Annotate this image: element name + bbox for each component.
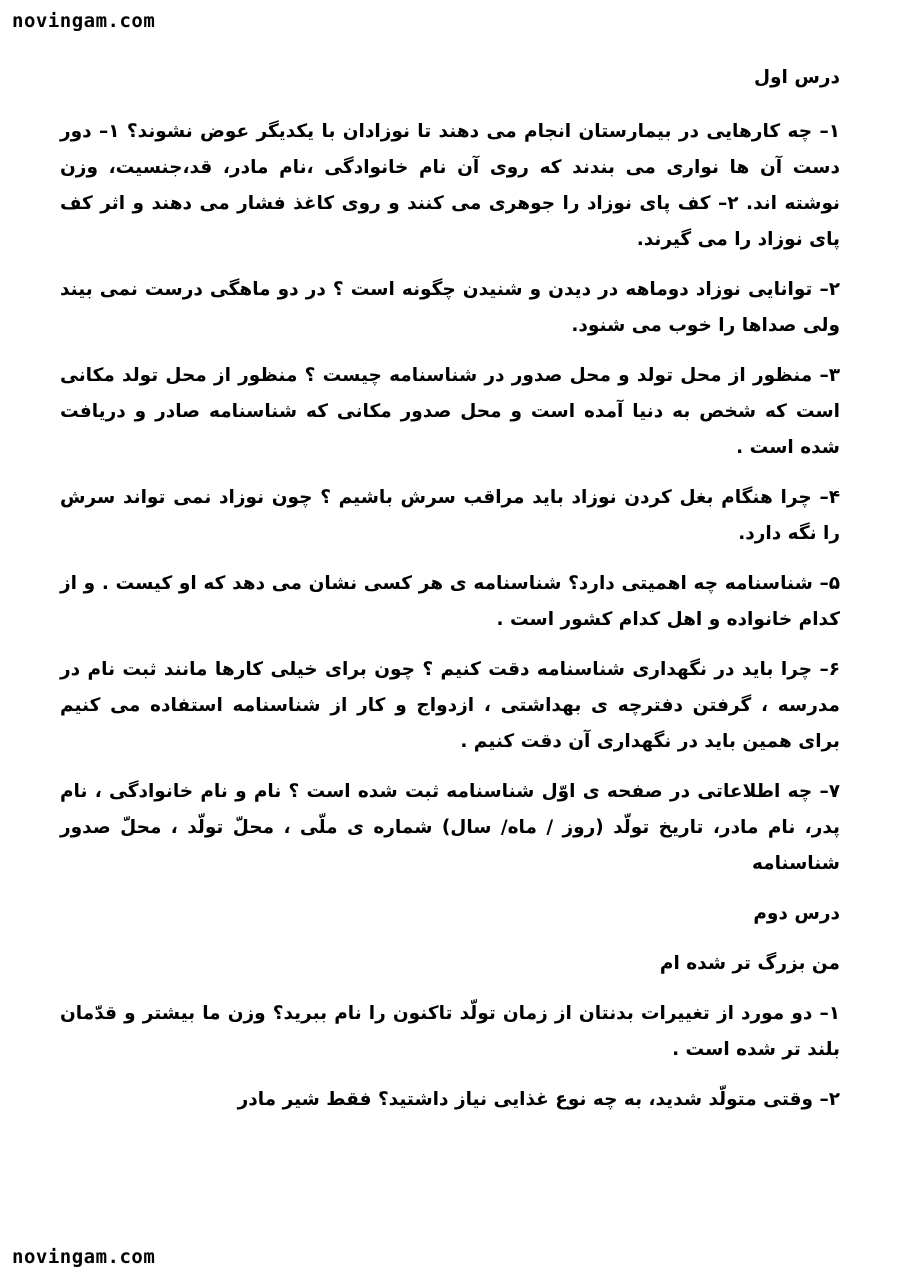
lesson-2-title: درس دوم: [753, 903, 840, 924]
lesson-1-question-3: ۳– منظور از محل تولد و محل صدور در شناسنامه چیست ؟ منظور از محل تولد مکانی است که شخص به دنیا آمده است و محل صدور مکانی که شناسنامه صادر و دریافت شده است .: [60, 365, 840, 458]
document-body: [60, 60, 840, 1132]
lesson-2-question-1: ۱– دو مورد از تغییرات بدنتان از زمان تولّد تاکنون را نام ببرید؟ وزن ما بیشتر و قدّمان بلند تر شده است .: [60, 1003, 840, 1060]
lesson-1-question-4: ۴– چرا هنگام بغل کردن نوزاد باید مراقب سرش باشیم ؟ چون نوزاد نمی تواند سرش را نگه دارد.: [60, 487, 840, 544]
lesson-1-question-6: ۶– چرا باید در نگهداری شناسنامه دقت کنیم ؟ چون برای خیلی کارها مانند ثبت نام در مدرسه ، گرفتن دفترچه ی بهداشتی ، ازدواج و کار از شناسنامه استفاده می کنیم برای همین باید در نگهداری آن دقت کنیم .: [60, 659, 840, 752]
lesson-2-question-2: ۲– وقتی متولّد شدید، به چه نوع غذایی نیاز داشتید؟ فقط شیر مادر: [237, 1089, 840, 1110]
lesson-1-question-2: ۲– توانایی نوزاد دوماهه در دیدن و شنیدن چگونه است ؟ در دو ماهگی درست نمی بیند ولی صداها را خوب می شنود.: [60, 279, 840, 336]
lesson-1-question-1: ۱– چه کارهایی در بیمارستان انجام می دهند تا نوزادان با یکدیگر عوض نشوند؟ ۱– دور دست آن ها نواری می بندند که روی آن نام خانوادگی ،نام مادر، قد،جنسیت، وزن نوشته اند. ۲– کف پای نوزاد را جوهری می کنند و روی کاغذ فشار می دهند و اثر کف پای نوزاد را می گیرند.: [60, 121, 840, 250]
lesson-1-question-5: ۵– شناسنامه چه اهمیتی دارد؟ شناسنامه ی هر کسی نشان می دهد که او کیست . و از کدام خانواده و اهل کدام کشور است .: [60, 573, 840, 630]
watermark-bottom: novingam.com: [12, 1246, 156, 1268]
lesson-1-title: درس اول: [753, 67, 840, 88]
lesson-1-question-7: ۷– چه اطلاعاتی در صفحه ی اوّل شناسنامه ثبت شده است ؟ نام و نام خانوادگی ، نام پدر، نام مادر، تاریخ تولّد (روز / ماه/ سال) شماره ی ملّی ، محلّ تولّد ، محلّ صدور شناسنامه: [60, 781, 840, 874]
watermark-top: novingam.com: [12, 10, 156, 32]
lesson-2-subtitle: من بزرگ تر شده ام: [659, 953, 840, 974]
